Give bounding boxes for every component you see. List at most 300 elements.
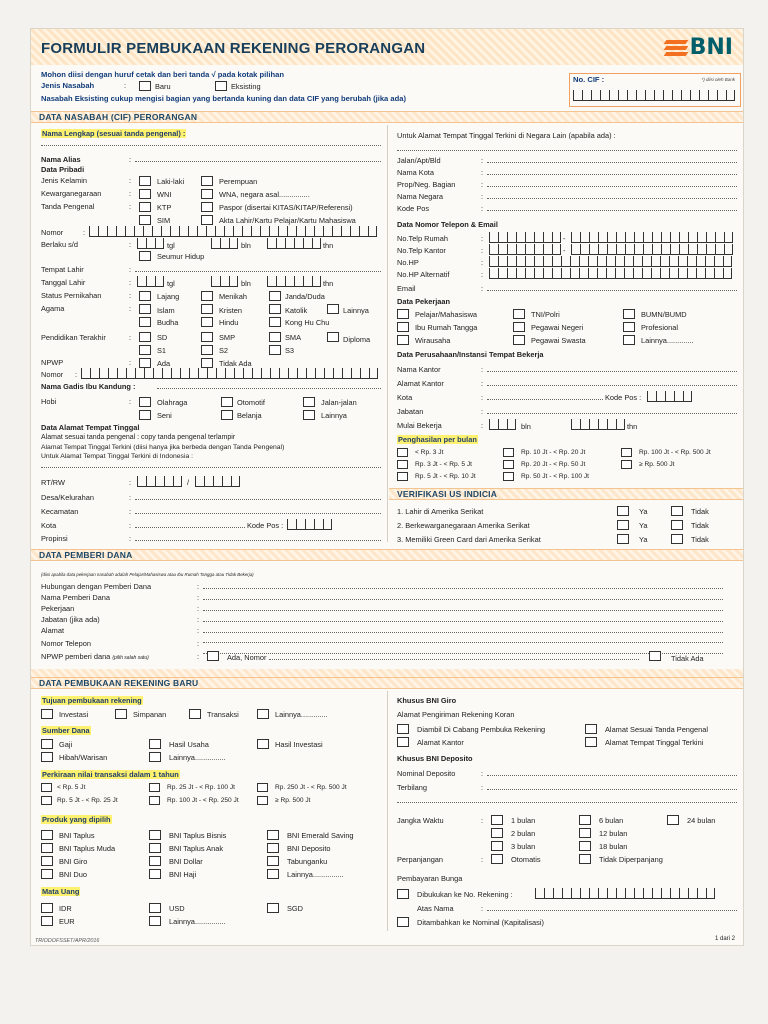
idr-checkbox[interactable] — [41, 903, 53, 913]
mulai-thn-input[interactable] — [571, 419, 625, 430]
jenis-nasabah-label: Jenis Nasabah — [41, 81, 95, 90]
katolik-checkbox[interactable] — [269, 304, 281, 314]
desa-input[interactable] — [135, 494, 381, 500]
laki-laki-label: Laki-laki — [157, 177, 185, 186]
section-title-pembukaan-rekening: DATA PEMBUKAAN REKENING BARU — [39, 678, 199, 688]
alamat-sesuai-checkbox[interactable] — [585, 724, 597, 734]
lahir-thn-label: thn — [323, 279, 334, 288]
pekerjaan-header: Data Pekerjaan — [397, 297, 450, 306]
tempat-lahir-input[interactable] — [135, 266, 381, 272]
alamat-kantor-input[interactable] — [487, 380, 737, 386]
alamat-indonesia-label: Untuk Alamat Tempat Tinggal Terkini di Indonesia : — [41, 453, 194, 460]
alamat-pemberi-label: Alamat — [41, 626, 65, 635]
perusahaan-header: Data Perusahaan/Instansi Tempat Bekerja — [397, 350, 544, 359]
npwp-pemberi-ada-label: Ada, Nomor — [227, 653, 267, 662]
simpanan-checkbox[interactable] — [115, 709, 127, 719]
terbilang-input[interactable] — [487, 784, 737, 790]
jalan-jalan-label: Jalan-jalan — [321, 398, 357, 407]
emerald-checkbox[interactable] — [267, 830, 279, 840]
alamat-terkini-checkbox[interactable] — [585, 737, 597, 747]
pemberi-dana-note: (diisi apabila data pekerjaan nasabah adalah Pelajar/Mahasiswa atau Ibu Rumah Tangga atau Tidak Bekerja) — [41, 572, 254, 577]
terbilang-label: Terbilang — [397, 783, 427, 792]
transaksi-checkbox[interactable] — [189, 709, 201, 719]
mulai-bln-input[interactable] — [489, 419, 516, 430]
konghucu-checkbox[interactable] — [269, 317, 281, 327]
form-title: FORMULIR PEMBUKAAN REKENING PERORANGAN — [41, 40, 426, 57]
s1-label: S1 — [157, 346, 167, 355]
jangka-3-checkbox[interactable] — [491, 841, 503, 851]
pelajar-checkbox[interactable] — [397, 309, 409, 319]
lajang-checkbox[interactable] — [139, 291, 151, 301]
nama-negara-input[interactable] — [487, 193, 737, 199]
hasil-usaha-label: Hasil Usaha — [169, 740, 209, 749]
usd-checkbox[interactable] — [149, 903, 161, 913]
wni-checkbox[interactable] — [139, 189, 151, 199]
seumur-hidup-checkbox[interactable] — [139, 251, 151, 261]
cif-box — [569, 73, 741, 107]
berlaku-tgl-input[interactable] — [137, 238, 164, 249]
jalan-jalan-checkbox[interactable] — [303, 397, 315, 407]
jangka-2-checkbox[interactable] — [491, 828, 503, 838]
transaksi-1-label: < Rp. 5 Jt — [57, 784, 86, 791]
telp-rumah-input[interactable] — [489, 232, 561, 243]
perempuan-checkbox[interactable] — [201, 176, 213, 186]
eksisting-note: Nasabah Eksisting cukup mengisi bagian yang bertanda kuning dan data CIF yang berubah (jika ada) — [41, 94, 406, 103]
penghasilan-4-checkbox[interactable] — [503, 448, 514, 457]
taplus-bisnis-label: BNI Taplus Bisnis — [169, 831, 227, 840]
usd-label: USD — [169, 904, 185, 913]
telepon-header: Data Nomor Telepon & Email — [397, 220, 498, 229]
kode-pos-ln-label: Kode Pos — [397, 204, 430, 213]
tujuan-lainnya-checkbox[interactable] — [257, 709, 269, 719]
telp-kantor-number-input[interactable] — [571, 244, 733, 255]
otomatis-label: Otomatis — [511, 855, 541, 864]
duo-checkbox[interactable] — [41, 869, 53, 879]
penghasilan-3-checkbox[interactable] — [397, 472, 408, 481]
nominal-deposito-label: Nominal Deposito — [397, 769, 456, 778]
kristen-checkbox[interactable] — [201, 304, 213, 314]
sumber-dana-header: Sumber Dana — [42, 726, 90, 735]
jalan-apt-input[interactable] — [487, 157, 737, 163]
transaksi-4-checkbox[interactable] — [149, 796, 160, 805]
dibukukan-checkbox[interactable] — [397, 889, 409, 899]
propinsi-label: Propinsi — [41, 534, 68, 543]
produk-lainnya-label: Lainnya............... — [287, 870, 344, 879]
kota-input[interactable] — [135, 522, 245, 528]
us-greencard-tidak-label: Tidak — [691, 535, 709, 544]
sgd-checkbox[interactable] — [267, 903, 279, 913]
npwp-tidak-ada-checkbox[interactable] — [201, 358, 213, 368]
taplus-label: BNI Taplus — [59, 831, 95, 840]
kapitalisasi-checkbox[interactable] — [397, 917, 409, 927]
page-number: 1 dari 2 — [714, 936, 735, 943]
no-rekening-input[interactable] — [535, 888, 715, 899]
kode-pos-ln-input[interactable] — [487, 205, 737, 211]
pekerjaan-lainnya-label: Lainnya............. — [641, 336, 694, 345]
diploma-label: Diploma — [343, 335, 371, 344]
paspor-checkbox[interactable] — [201, 202, 213, 212]
bni-logo-text: BNI — [689, 35, 733, 60]
penghasilan-1-label: < Rp. 3 Jt — [415, 449, 444, 456]
dollar-label: BNI Dollar — [169, 857, 203, 866]
swasta-label: Pegawai Swasta — [531, 336, 586, 345]
olahraga-checkbox[interactable] — [139, 397, 151, 407]
us-greencard-ya-checkbox[interactable] — [617, 534, 629, 544]
alamat-terkini-label-giro: Alamat Tempat Tinggal Terkini — [605, 738, 704, 747]
hubungan-input[interactable] — [203, 583, 723, 589]
atas-nama-input[interactable] — [487, 905, 737, 911]
wna-checkbox[interactable] — [201, 189, 213, 199]
belanja-checkbox[interactable] — [221, 410, 233, 420]
sma-label: SMA — [285, 333, 302, 342]
transaksi-6-checkbox[interactable] — [257, 796, 268, 805]
lahir-thn-input[interactable] — [267, 276, 321, 287]
agama-lainnya-label: Lainnya — [343, 306, 369, 315]
kota-kantor-input[interactable] — [487, 394, 603, 400]
nama-lengkap-input[interactable] — [41, 140, 381, 146]
sma-checkbox[interactable] — [269, 332, 281, 342]
bumn-label: BUMN/BUMD — [641, 310, 687, 319]
section-title-us-indicia: VERIFIKASI US INDICIA — [397, 489, 498, 499]
pns-label: Pegawai Negeri — [531, 323, 584, 332]
tidak-diperpanjang-label: Tidak Diperpanjang — [599, 855, 663, 864]
rt-input[interactable] — [137, 476, 182, 487]
wni-label: WNI — [157, 190, 172, 199]
hindu-checkbox[interactable] — [201, 317, 213, 327]
npwp-label: NPWP — [41, 358, 64, 367]
paspor-label: Paspor (disertai KITAS/KITAP/Referensi) — [219, 203, 353, 212]
lahir-bln-input[interactable] — [211, 276, 238, 287]
janda-duda-checkbox[interactable] — [269, 291, 281, 301]
taplus-muda-checkbox[interactable] — [41, 843, 53, 853]
lahir-tgl-input[interactable] — [137, 276, 164, 287]
mata-uang-lainnya-checkbox[interactable] — [149, 916, 161, 926]
penghasilan-5-label: Rp. 20 Jt - < Rp. 50 Jt — [521, 461, 586, 468]
alamat-luar-negeri-input[interactable] — [397, 145, 737, 151]
berlaku-bln-input[interactable] — [211, 238, 238, 249]
jangka-1-label: 1 bulan — [511, 816, 536, 825]
tanda-pengenal-label: Tanda Pengenal — [41, 202, 95, 211]
hasil-usaha-checkbox[interactable] — [149, 739, 161, 749]
taplus-bisnis-checkbox[interactable] — [149, 830, 161, 840]
khusus-deposito-header: Khusus BNI Deposito — [397, 754, 473, 763]
ktp-checkbox[interactable] — [139, 202, 151, 212]
penghasilan-6-checkbox[interactable] — [503, 472, 514, 481]
baru-label: Baru — [155, 82, 171, 91]
nama-kota-input[interactable] — [487, 169, 737, 175]
jabatan-pemberi-input[interactable] — [203, 616, 723, 622]
investasi-checkbox[interactable] — [41, 709, 53, 719]
prop-negara-bagian-input[interactable] — [487, 181, 737, 187]
penghasilan-header: Penghasilan per bulan — [398, 435, 477, 444]
tni-polri-label: TNI/Polri — [531, 310, 560, 319]
akta-checkbox[interactable] — [201, 215, 213, 225]
telp-kantor-input[interactable] — [489, 244, 561, 255]
atas-nama-label: Atas Nama — [417, 904, 454, 913]
katolik-label: Katolik — [285, 306, 308, 315]
hibah-checkbox[interactable] — [41, 752, 53, 762]
nama-alias-label: Nama Alias — [41, 155, 81, 164]
irt-checkbox[interactable] — [397, 322, 409, 332]
jangka-waktu-label: Jangka Waktu — [397, 816, 444, 825]
hasil-investasi-label: Hasil Investasi — [275, 740, 323, 749]
telp-kantor-label: No.Telp Kantor — [397, 246, 446, 255]
mata-uang-lainnya-label: Lainnya............... — [169, 917, 226, 926]
hp-input[interactable] — [489, 256, 732, 267]
nominal-deposito-input[interactable] — [487, 770, 737, 776]
produk-lainnya-checkbox[interactable] — [267, 869, 279, 879]
alamat-pemberi-input-2[interactable] — [203, 637, 723, 643]
agama-label: Agama — [41, 304, 65, 313]
nomor-id-input[interactable] — [89, 226, 377, 237]
khusus-giro-header: Khusus BNI Giro — [397, 696, 457, 705]
alamat-pemberi-input[interactable] — [203, 627, 723, 633]
transaksi-3-checkbox[interactable] — [149, 783, 160, 792]
penghasilan-2-checkbox[interactable] — [397, 460, 408, 469]
diambil-cabang-label: Diambil Di Cabang Pembuka Rekening — [417, 725, 546, 734]
us-lahir-label: 1. Lahir di Amerika Serikat — [397, 507, 484, 516]
berlaku-thn-input[interactable] — [267, 238, 321, 249]
jangka-6-checkbox[interactable] — [579, 815, 591, 825]
sim-checkbox[interactable] — [139, 215, 151, 225]
taplus-anak-checkbox[interactable] — [149, 843, 161, 853]
sd-checkbox[interactable] — [139, 332, 151, 342]
pekerjaan-pemberi-label: Pekerjaan — [41, 604, 75, 613]
nama-lengkap-label: Nama Lengkap (sesuai tanda pengenal) : — [42, 129, 186, 138]
diploma-checkbox[interactable] — [327, 332, 339, 342]
npwp-pemberi-tidak-label: Tidak Ada — [671, 654, 704, 663]
berlaku-thn-label: thn — [323, 241, 334, 250]
wirausaha-checkbox[interactable] — [397, 335, 409, 345]
alamat-kantor-giro-checkbox[interactable] — [397, 737, 409, 747]
kewarganegaraan-label: Kewarganegaraan — [41, 189, 102, 198]
deposito-checkbox[interactable] — [267, 843, 279, 853]
lahir-tgl-label: tgl — [167, 279, 175, 288]
penghasilan-8-checkbox[interactable] — [621, 460, 632, 469]
us-lahir-tidak-checkbox[interactable] — [671, 506, 683, 516]
produk-header: Produk yang dipilih — [42, 815, 111, 824]
nama-negara-label: Nama Negara — [397, 192, 444, 201]
alamat-indonesia-input[interactable] — [41, 462, 381, 468]
smp-checkbox[interactable] — [201, 332, 213, 342]
eur-checkbox[interactable] — [41, 916, 53, 926]
alamat-sesuai-label: Alamat sesuai tanda pengenal : copy tanda pengenal terlampir — [41, 434, 236, 441]
jangka-24-label: 24 bulan — [687, 816, 716, 825]
column-divider-2 — [387, 691, 388, 931]
us-warga-ya-checkbox[interactable] — [617, 520, 629, 530]
jangka-24-checkbox[interactable] — [667, 815, 679, 825]
jangka-1-checkbox[interactable] — [491, 815, 503, 825]
npwp-pemberi-ada-checkbox[interactable] — [207, 651, 219, 661]
hindu-label: Hindu — [219, 318, 239, 327]
giro-label: BNI Giro — [59, 857, 88, 866]
belanja-label: Belanja — [237, 411, 262, 420]
kota-kantor-label: Kota — [397, 393, 413, 402]
us-warga-label: 2. Berkewarganegaraan Amerika Serikat — [397, 521, 530, 530]
us-greencard-tidak-checkbox[interactable] — [671, 534, 683, 544]
cif-input[interactable] — [573, 90, 735, 101]
baru-checkbox[interactable] — [139, 81, 151, 91]
kodepos-input[interactable] — [287, 519, 332, 530]
diambil-cabang-checkbox[interactable] — [397, 724, 409, 734]
simpanan-label: Simpanan — [133, 710, 167, 719]
alamat-rekening-koran-label: Alamat Pengiriman Rekening Koran — [397, 710, 515, 719]
taplus-checkbox[interactable] — [41, 830, 53, 840]
tabunganku-checkbox[interactable] — [267, 856, 279, 866]
berlaku-bln-label: bln — [241, 241, 251, 250]
emerald-label: BNI Emerald Saving — [287, 831, 354, 840]
status-pernikahan-label: Status Pernikahan — [41, 291, 102, 300]
npwp-nomor-input[interactable] — [81, 368, 378, 379]
transaksi-label: Transaksi — [207, 710, 239, 719]
section-title-pemberi-dana: DATA PEMBERI DANA — [39, 550, 133, 560]
form-code: TRIODOFSSET/APR/2016 — [35, 937, 100, 944]
bumn-checkbox[interactable] — [623, 309, 635, 319]
email-label: Email — [397, 284, 416, 293]
seumur-hidup-label: Seumur Hidup — [157, 252, 205, 261]
penghasilan-1-checkbox[interactable] — [397, 448, 408, 457]
desa-label: Desa/Kelurahan — [41, 493, 95, 502]
npwp-pemberi-nomor-input[interactable] — [269, 654, 639, 660]
haji-checkbox[interactable] — [149, 869, 161, 879]
profesional-checkbox[interactable] — [623, 322, 635, 332]
perkiraan-header: Perkiraan nilai transaksi dalam 1 tahun — [42, 770, 179, 779]
transaksi-2-checkbox[interactable] — [41, 796, 52, 805]
us-warga-tidak-checkbox[interactable] — [671, 520, 683, 530]
nama-kota-label: Nama Kota — [397, 168, 434, 177]
npwp-ada-checkbox[interactable] — [139, 358, 151, 368]
taplus-muda-label: BNI Taplus Muda — [59, 844, 116, 853]
otomotif-checkbox[interactable] — [221, 397, 233, 407]
olahraga-label: Olahraga — [157, 398, 188, 407]
investasi-label: Investasi — [59, 710, 89, 719]
budha-checkbox[interactable] — [139, 317, 151, 327]
cif-label: No. CIF : — [573, 75, 605, 84]
agama-lainnya-checkbox[interactable] — [327, 304, 339, 314]
instruction-text: Mohon diisi dengan huruf cetak dan beri tanda √ pada kotak pilihan — [41, 70, 284, 79]
islam-label: Islam — [157, 306, 175, 315]
seni-checkbox[interactable] — [139, 410, 151, 420]
hp-alternatif-input[interactable] — [489, 268, 732, 279]
nama-kantor-input[interactable] — [487, 366, 737, 372]
s2-checkbox[interactable] — [201, 345, 213, 355]
npwp-pemberi-label: NPWP pemberi dana (pilih salah satu) — [41, 652, 149, 661]
dollar-checkbox[interactable] — [149, 856, 161, 866]
tempat-lahir-label: Tempat Lahir — [41, 265, 84, 274]
transaksi-4-label: Rp. 100 Jt - < Rp. 250 Jt — [167, 797, 239, 804]
sim-label: SIM — [157, 216, 171, 225]
nama-pemberi-dana-input[interactable] — [203, 594, 723, 600]
tanggal-lahir-label: Tanggal Lahir — [41, 278, 86, 287]
npwp-pemberi-tidak-checkbox[interactable] — [649, 651, 661, 661]
transaksi-1-checkbox[interactable] — [41, 783, 52, 792]
transaksi-6-label: ≥ Rp. 500 Jt — [275, 797, 311, 804]
pekerjaan-pemberi-input[interactable] — [203, 605, 723, 611]
data-pribadi-label: Data Pribadi — [41, 165, 85, 174]
hp-alternatif-label: No.HP Alternatif — [397, 270, 450, 279]
jangka-12-checkbox[interactable] — [579, 828, 591, 838]
hibah-label: Hibah/Warisan — [59, 753, 108, 762]
transaksi-3-label: Rp. 25 Jt - < Rp. 100 Jt — [167, 784, 235, 791]
sumber-lainnya-checkbox[interactable] — [149, 752, 161, 762]
hasil-investasi-checkbox[interactable] — [257, 739, 269, 749]
email-input[interactable] — [487, 285, 737, 291]
section-pemberi-dana — [31, 549, 744, 561]
us-greencard-ya-label: Ya — [639, 535, 648, 544]
pns-checkbox[interactable] — [513, 322, 525, 332]
jangka-18-checkbox[interactable] — [579, 841, 591, 851]
alamat-luar-negeri-header: Untuk Alamat Tempat Tinggal Terkini di Negara Lain (apabila ada) : — [397, 131, 616, 140]
penghasilan-7-checkbox[interactable] — [621, 448, 632, 457]
mulai-bln-label: bln — [521, 422, 531, 431]
menikah-label: Menikah — [219, 292, 247, 301]
kapitalisasi-label: Ditambahkan ke Nominal (Kapitalisasi) — [417, 918, 544, 927]
tidak-diperpanjang-checkbox[interactable] — [579, 854, 591, 864]
nama-ibu-input[interactable] — [157, 383, 381, 389]
jabatan-input[interactable] — [487, 408, 737, 414]
deposito-label: BNI Deposito — [287, 844, 331, 853]
taplus-anak-label: BNI Taplus Anak — [169, 844, 224, 853]
penghasilan-3-label: Rp. 5 Jt - < Rp. 10 Jt — [415, 473, 476, 480]
kecamatan-label: Kecamatan — [41, 507, 79, 516]
s1-checkbox[interactable] — [139, 345, 151, 355]
penghasilan-7-label: Rp. 100 Jt - < Rp. 500 Jt — [639, 449, 711, 456]
nama-alias-input[interactable] — [135, 156, 381, 162]
tni-polri-checkbox[interactable] — [513, 309, 525, 319]
dibukukan-label: Dibukukan ke No. Rekening : — [417, 890, 513, 899]
s2-label: S2 — [219, 346, 229, 355]
transaksi-5-checkbox[interactable] — [257, 783, 268, 792]
laki-laki-checkbox[interactable] — [139, 176, 151, 186]
otomatis-checkbox[interactable] — [491, 854, 503, 864]
section-title-data-nasabah: DATA NASABAH (CIF) PERORANGAN — [39, 112, 198, 122]
profesional-label: Profesional — [641, 323, 678, 332]
hobi-lainnya-checkbox[interactable] — [303, 410, 315, 420]
hobi-label: Hobi — [41, 397, 57, 406]
us-lahir-ya-checkbox[interactable] — [617, 506, 629, 516]
nomor-id-label: Nomor — [41, 228, 64, 237]
kodepos-kantor-input[interactable] — [647, 391, 692, 402]
mulai-thn-label: thn — [627, 422, 638, 431]
pendidikan-label: Pendidikan Terakhir — [41, 333, 106, 342]
us-lahir-tidak-label: Tidak — [691, 507, 709, 516]
perempuan-label: Perempuan — [219, 177, 258, 186]
penghasilan-5-checkbox[interactable] — [503, 460, 514, 469]
giro-checkbox[interactable] — [41, 856, 53, 866]
s3-checkbox[interactable] — [269, 345, 281, 355]
pekerjaan-lainnya-checkbox[interactable] — [623, 335, 635, 345]
perpanjangan-label: Perpanjangan — [397, 855, 444, 864]
terbilang-input-2[interactable] — [397, 797, 737, 803]
kecamatan-input[interactable] — [135, 508, 381, 514]
gaji-checkbox[interactable] — [41, 739, 53, 749]
rw-input[interactable] — [195, 476, 240, 487]
menikah-checkbox[interactable] — [201, 291, 213, 301]
propinsi-input[interactable] — [135, 535, 381, 541]
wna-label: WNA, negara asal............... — [219, 190, 310, 199]
islam-checkbox[interactable] — [139, 304, 151, 314]
alamat-sesuai-label-giro: Alamat Sesuai Tanda Pengenal — [605, 725, 708, 734]
npwp-tidak-ada-label: Tidak Ada — [219, 359, 252, 368]
swasta-checkbox[interactable] — [513, 335, 525, 345]
us-warga-ya-label: Ya — [639, 521, 648, 530]
nama-ibu-label: Nama Gadis Ibu Kandung : — [41, 382, 136, 391]
eksisting-checkbox[interactable] — [215, 81, 227, 91]
s3-label: S3 — [285, 346, 295, 355]
sgd-label: SGD — [287, 904, 304, 913]
lahir-bln-label: bln — [241, 279, 251, 288]
telp-rumah-number-input[interactable] — [571, 232, 733, 243]
